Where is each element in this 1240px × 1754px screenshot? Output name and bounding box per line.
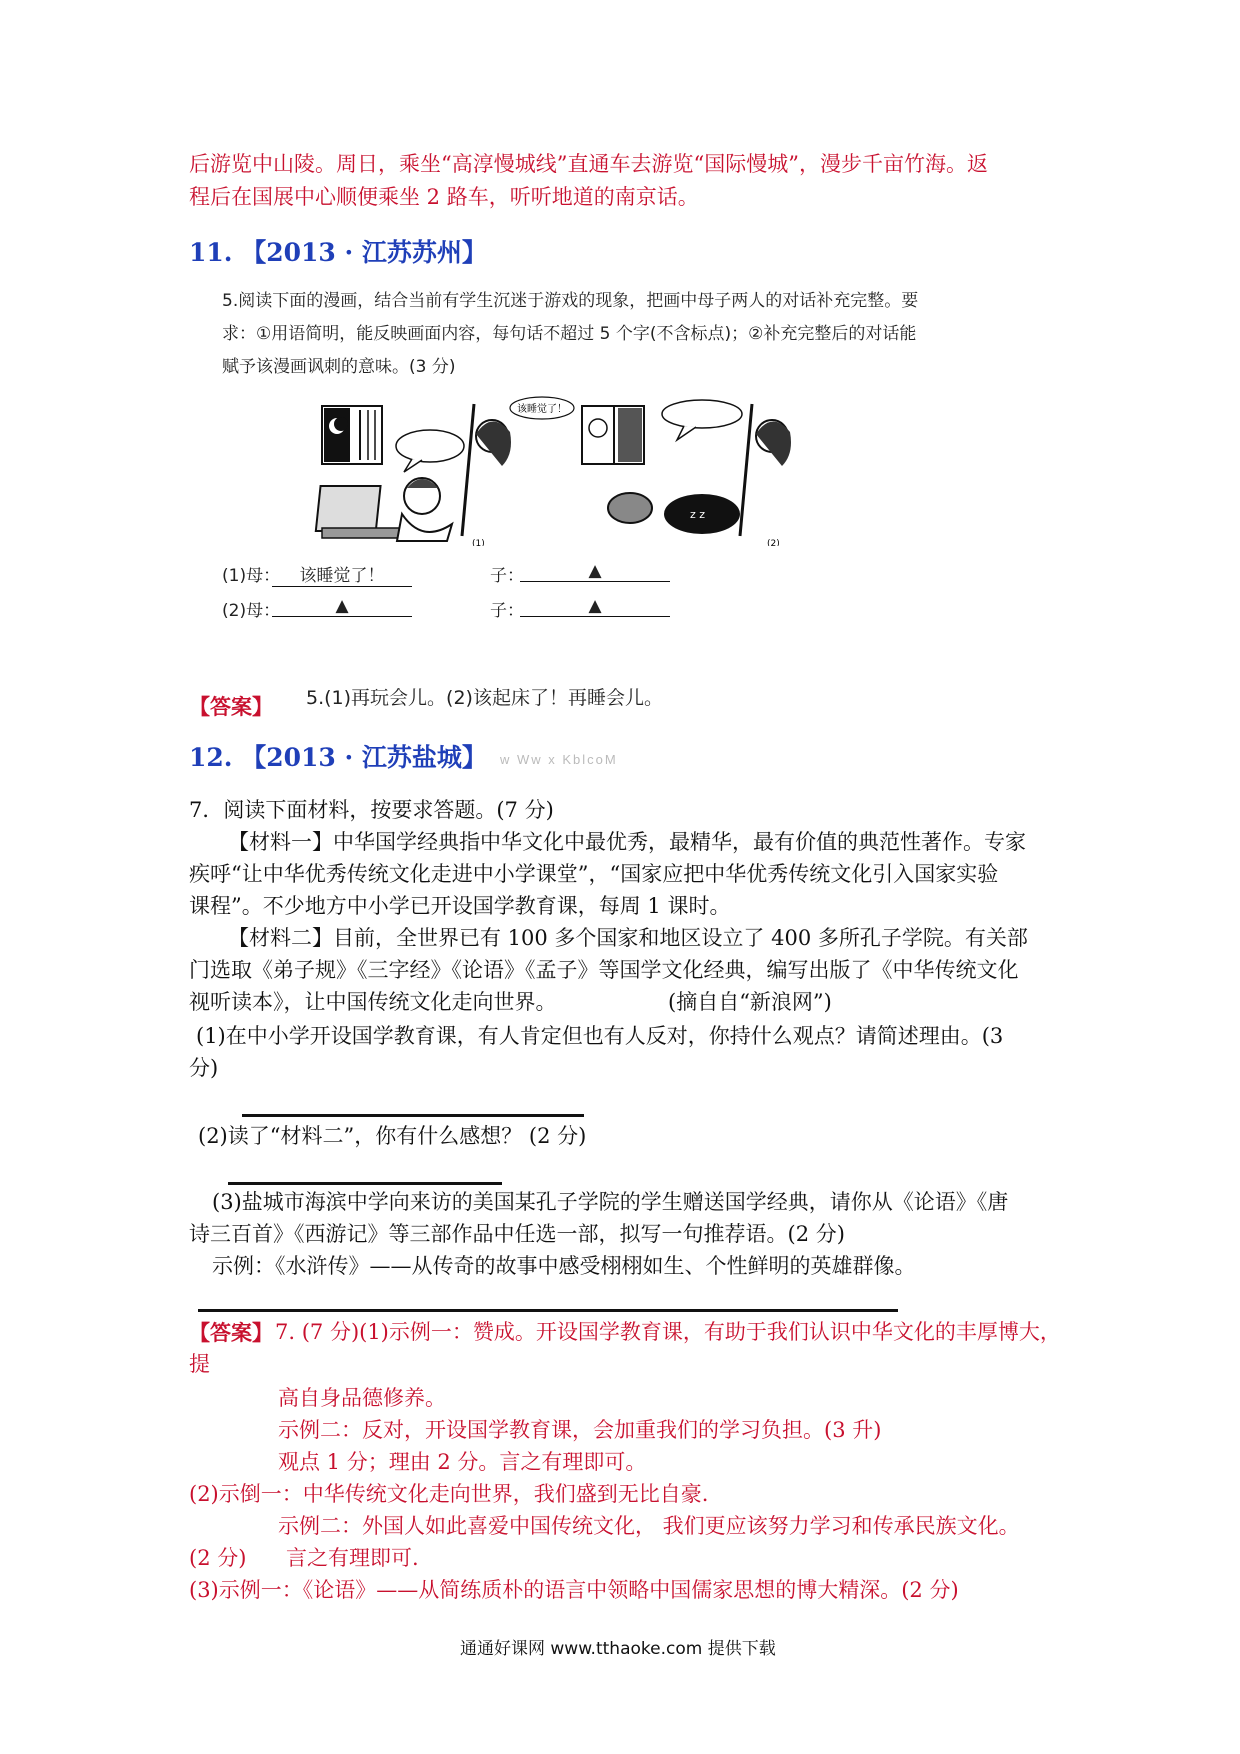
answer-line-a5: 观点 1 分；理由 2 分。言之有理即可。 bbox=[278, 1450, 647, 1474]
watermark: w Ww x KblcoM bbox=[500, 752, 618, 767]
answer-line-a4: 示例二：反对，开设国学教育课，会加重我们的学习负担。(3 升) bbox=[278, 1418, 882, 1442]
window-night-icon bbox=[322, 406, 382, 464]
q11-answer-tag: 【答案】 bbox=[189, 694, 273, 719]
q12-title: 【2013 · 江苏盐城】 bbox=[241, 743, 487, 772]
subq3-line2: 诗三百首》《西游记》等三部作品中任选一部，拟写一句推荐语。(2 分) bbox=[189, 1222, 845, 1246]
bubble-text: 该睡觉了！ bbox=[517, 404, 567, 415]
subq1-line2: 分) bbox=[189, 1056, 219, 1080]
subq3-line1: (3)盐城市海滨中学向来访的美国某孔子学院的学生赠送国学经典，请你从《论语》《唐 bbox=[212, 1190, 1009, 1214]
answer-line-a3: 高自身品德修养。 bbox=[278, 1386, 446, 1410]
mother-peeking-icon bbox=[476, 420, 511, 466]
answer-line-a1: 7. (7 分)(1)示例一：赞成。开设国学教育课，有助于我们认识中华文化的丰厚博大， bbox=[275, 1320, 1061, 1344]
material1-line1: 【材料一】中华国学经典指中华文化中最优秀，最精华，最有价值的典范性著作。专家 bbox=[228, 830, 1026, 854]
subq1-line1: (1)在中小学开设国学教育课，有人肯定但也有人反对，你持什么观点？请简述理由。(3 bbox=[196, 1024, 1004, 1048]
row1-label: (1)母： bbox=[222, 566, 281, 586]
intro-answer-line2: 程后在国展中心顺便乘坐 2 路车，听听地道的南京话。 bbox=[189, 185, 699, 209]
q11-title: 【2013 · 江苏苏州】 bbox=[241, 238, 487, 267]
q12-heading bbox=[189, 738, 487, 774]
empty-speech-bubble bbox=[396, 430, 464, 462]
comic-illustration bbox=[312, 396, 872, 546]
row1-mother-answer: 该睡觉了！ bbox=[272, 561, 412, 587]
q11-prompt-line3: 赋予该漫画讽刺的意味。(3 分) bbox=[222, 357, 456, 377]
row2-mother-blank: ▲ bbox=[272, 596, 412, 617]
answer-line-a8-text: 言之有理即可. bbox=[286, 1546, 419, 1570]
empty-speech-bubble-2 bbox=[662, 400, 742, 428]
sleeping-boy-icon bbox=[608, 493, 740, 534]
row1-son-blank: ▲ bbox=[520, 561, 670, 582]
material2-line2: 门选取《弟子规》《三字经》《论语》《孟子》等国学文化经典，编写出版了《中华传统文化 bbox=[189, 958, 1019, 982]
answer-line-a2: 提 bbox=[189, 1352, 210, 1376]
subq2: (2)读了“材料二”，你有什么感想？ (2 分) bbox=[198, 1124, 587, 1148]
answer-line-3 bbox=[198, 1309, 898, 1312]
material1-line2: 疾呼“让中华优秀传统文化走进中小学课堂”，“国家应把中华优秀传统文化引入国家实验 bbox=[189, 862, 999, 886]
material2-line3: 视听读本》，让中国传统文化走向世界。 bbox=[189, 990, 557, 1014]
material2-source: (摘自自“新浪网”) bbox=[668, 990, 832, 1014]
q11-scanned-question bbox=[222, 278, 982, 710]
q11-prompt-line1: 5.阅读下面的漫画，结合当前有学生沉迷于游戏的现象，把画中母子两人的对话补充完整。要 bbox=[222, 291, 919, 311]
q11-number: 11. bbox=[189, 238, 233, 267]
q11-answer-text: 5.(1)再玩会儿。(2)该起床了！再睡会儿。 bbox=[306, 687, 663, 709]
page-footer: 通通好课网 www.tthaoke.com 提供下载 bbox=[460, 1639, 776, 1659]
boy-at-laptop-icon bbox=[316, 478, 452, 541]
panel2-label: (2) bbox=[767, 539, 780, 546]
answer-line-a9: (3)示例一：《论语》——从简练质朴的语言中领略中国儒家思想的博大精深。(2 分) bbox=[189, 1578, 959, 1602]
material2-line1: 【材料二】目前，全世界已有 100 多个国家和地区设立了 400 多所孔子学院。有关部 bbox=[228, 926, 1028, 950]
q12-number: 12. bbox=[189, 743, 233, 772]
answer-line-1 bbox=[242, 1114, 584, 1117]
row1-son-label: 子： bbox=[490, 566, 524, 586]
row2-son-blank: ▲ bbox=[520, 596, 670, 617]
q11-heading bbox=[189, 233, 487, 269]
q11-prompt-line2: 求：①用语简明，能反映画面内容，每句话不超过 5 个字(不含标点)；②补充完整后的对话能 bbox=[222, 324, 917, 344]
answer-line-a8-score: (2 分) bbox=[189, 1546, 247, 1570]
material1-line3: 课程”。不少地方中小学已开设国学教育课，每周 1 课时。 bbox=[189, 894, 731, 918]
mother-peeking-icon-2 bbox=[756, 420, 791, 466]
window-morning-icon bbox=[582, 406, 644, 464]
intro-answer-line1: 后游览中山陵。周日，乘坐“高淳慢城线”直通车去游览“国际慢城”，漫步千亩竹海。返 bbox=[189, 152, 988, 176]
answer-line-a6: (2)示倒一：中华传统文化走向世界，我们盛到无比自豪. bbox=[189, 1482, 709, 1506]
example: 示例：《水浒传》——从传奇的故事中感受栩栩如生、个性鲜明的英雄群像。 bbox=[212, 1254, 916, 1278]
answer-line-a7: 示例二：外国人如此喜爱中国传统文化， 我们更应该努力学习和传承民族文化。 bbox=[278, 1514, 1020, 1538]
row2-son-label: 子： bbox=[490, 601, 524, 621]
q12-intro: 7．阅读下面材料，按要求答题。(7 分) bbox=[189, 798, 554, 822]
answer-line-2 bbox=[228, 1182, 502, 1185]
panel1-label: (1) bbox=[472, 539, 485, 546]
svg-text:z z: z z bbox=[690, 508, 706, 521]
row2-label: (2)母： bbox=[222, 601, 281, 621]
q12-answer-tag: 【答案】 bbox=[189, 1320, 273, 1345]
